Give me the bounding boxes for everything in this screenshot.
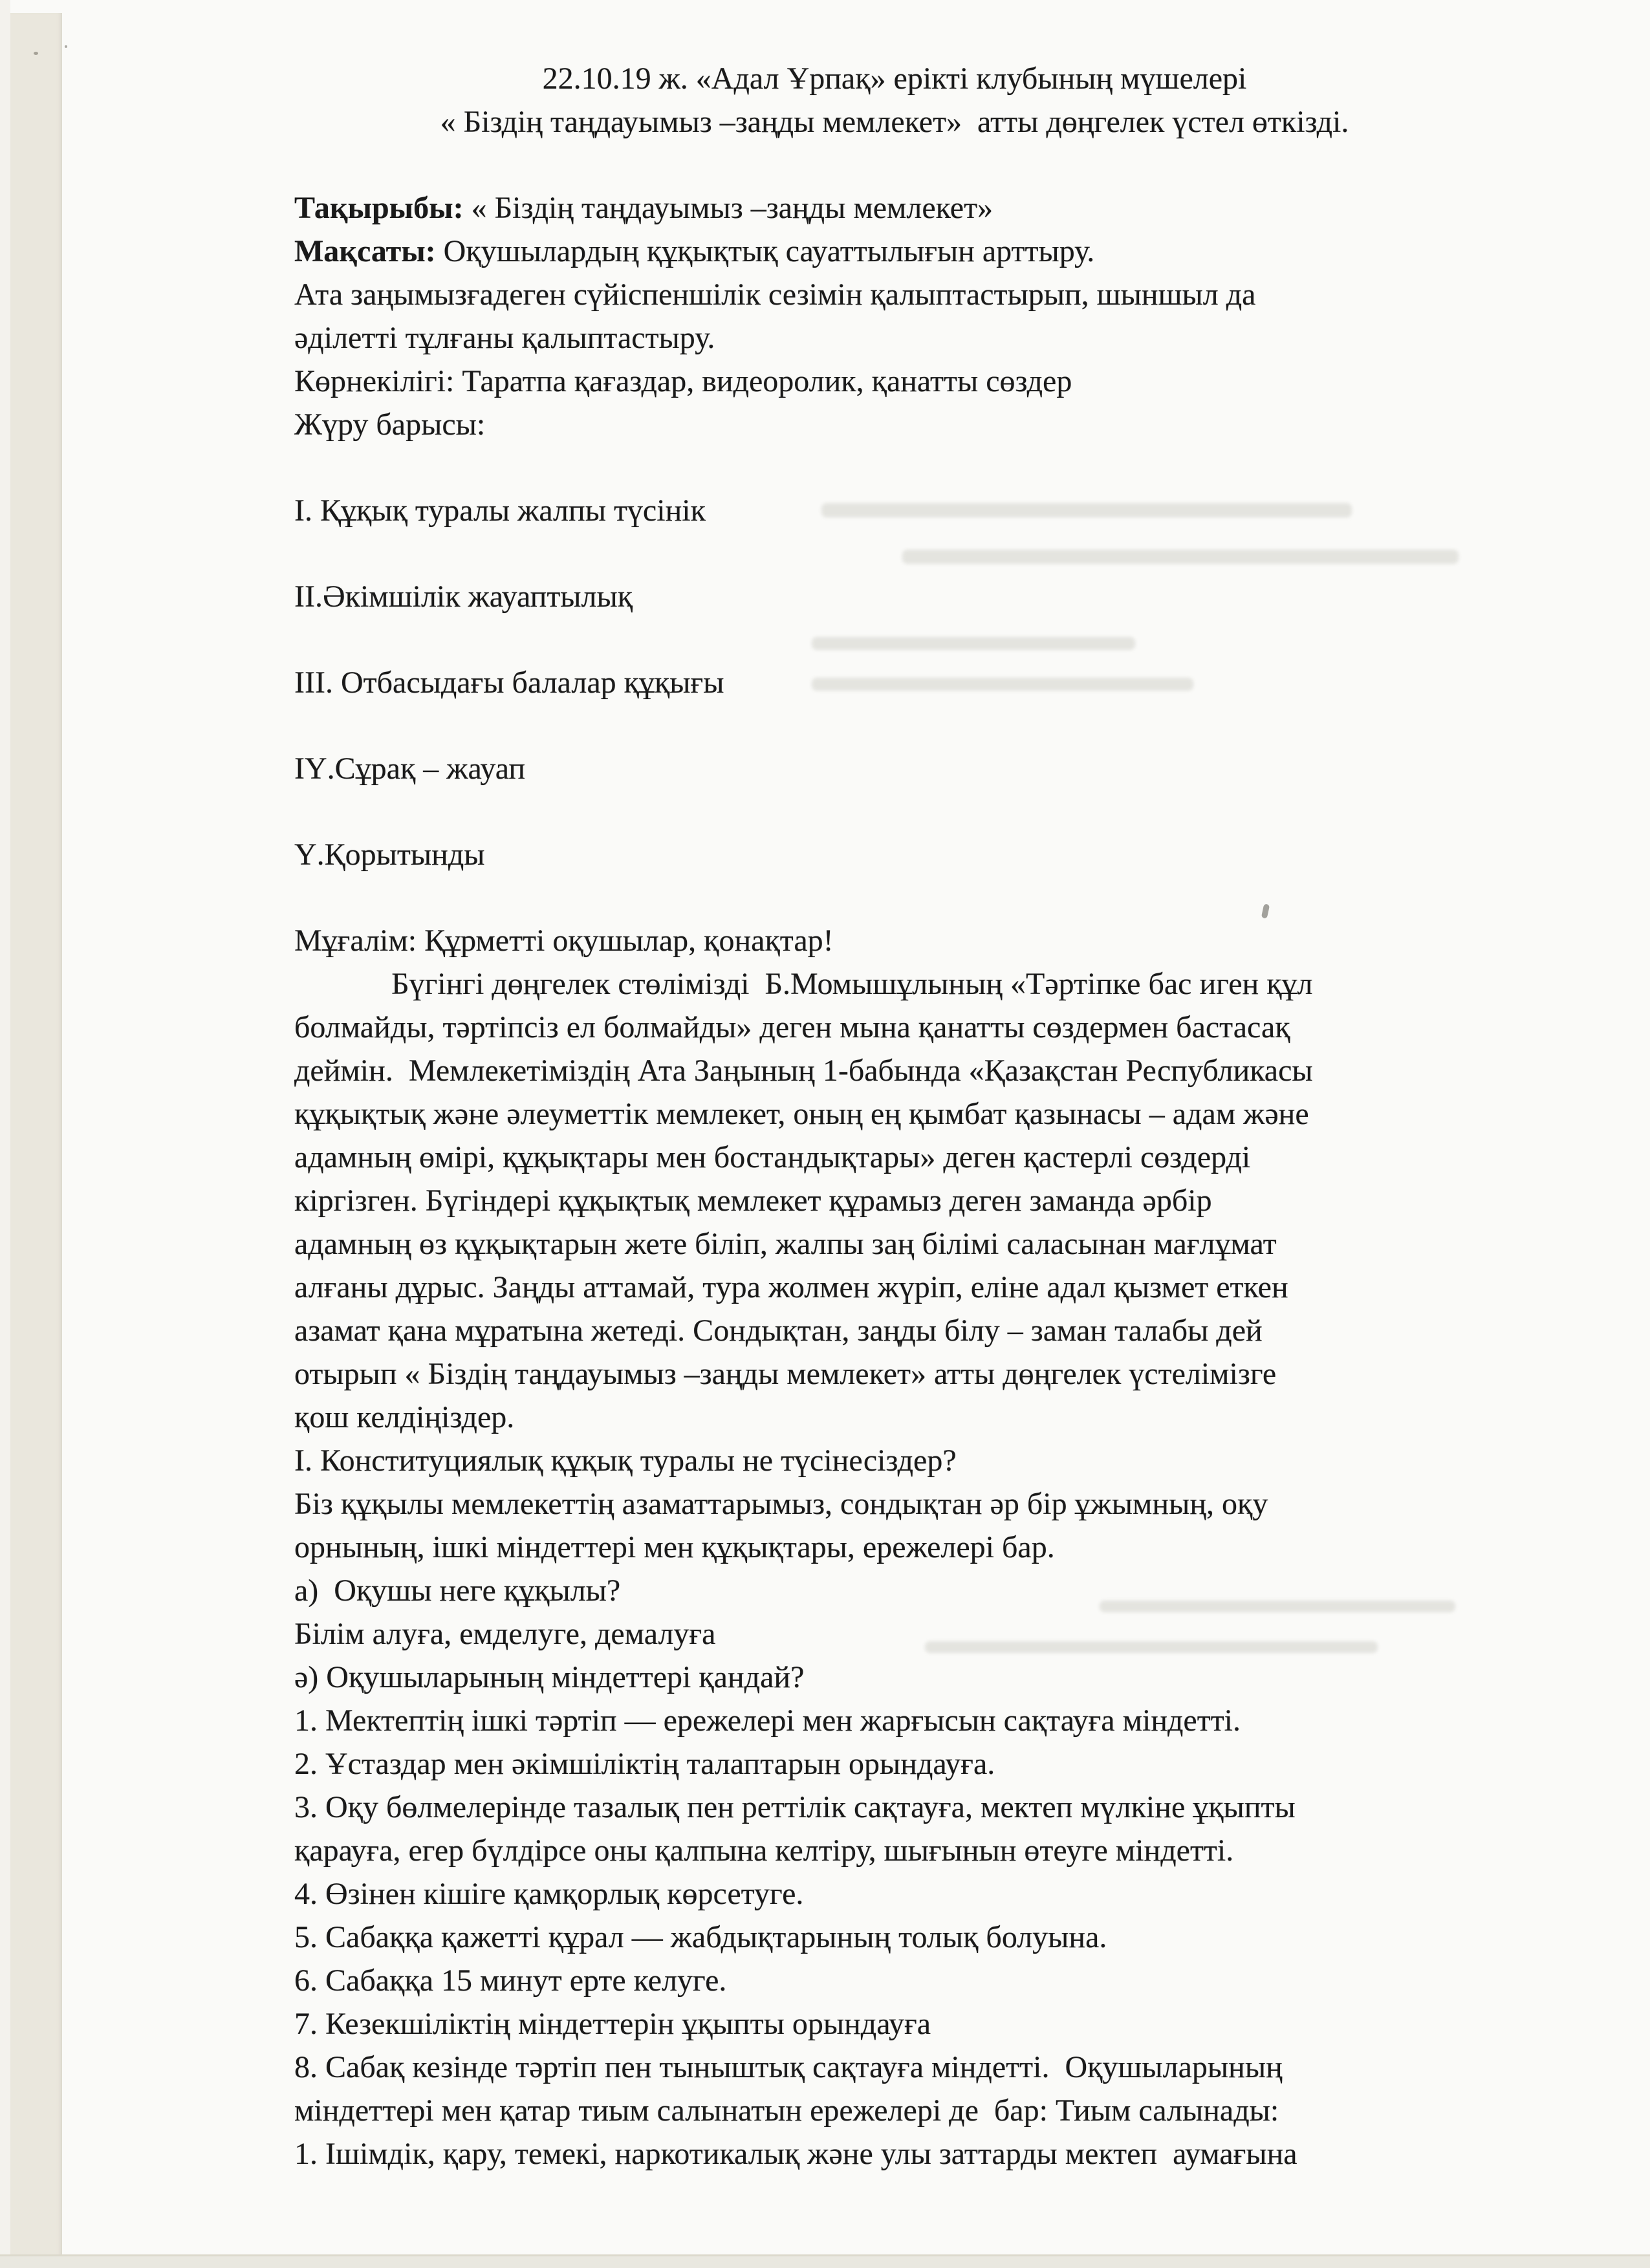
intro-paragraph-line-10: отырып « Біздің таңдауымыз –заңды мемлекет» атты дөңгелек үстелімізге xyxy=(294,1357,1277,1391)
topic-value: « Біздің таңдауымыз –заңды мемлекет» xyxy=(463,191,993,225)
page-left-edge-strip xyxy=(10,13,62,2258)
duty-item-2: 2. Ұстаздар мен әкімшіліктің талаптарын орындауға. xyxy=(294,1747,995,1781)
topic-line xyxy=(294,186,1495,230)
intro-paragraph-line-8: алғаны дұрыс. Заңды аттамай, тура жолмен жүріп, еліне адал қызмет еткен xyxy=(294,1270,1288,1304)
sub-question-b: ә) Оқушыларының міндеттері қандай? xyxy=(294,1660,805,1694)
duty-item-4: 4. Өзінен кішіге қамқорлық көрсетуге. xyxy=(294,1877,804,1911)
intro-paragraph-line-4: құқықтық және әлеуметтік мемлекет, оның ең қымбат қазынасы – адам және xyxy=(294,1097,1309,1131)
duty-item-3-line-1: 3. Оқу бөлмелерінде тазалық пен реттілік сақтауға, мектеп мүлкіне ұқыпты xyxy=(294,1790,1296,1824)
question-1-line: І. Конституциялық құқық туралы не түсінесіздер? xyxy=(294,1443,957,1478)
agenda-item-3: ІІІ. Отбасыдағы балалар құқығы xyxy=(294,665,724,700)
intro-paragraph-line-7: адамның өз құқықтарын жете біліп, жалпы заң білімі саласынан мағлұмат xyxy=(294,1227,1277,1261)
intro-paragraph-line-3: деймін. Мемлекетіміздің Ата Заңының 1-бабында «Қазақстан Республикасы xyxy=(294,1053,1313,1088)
goal-continuation-line-1: Ата заңымызғадеген сүйіспеншілік сезімін қалыптастырып, шыншыл да xyxy=(294,277,1256,312)
duty-item-7: 7. Кезекшіліктің міндеттерін ұқыпты орындауға xyxy=(294,2007,931,2041)
answer-line-1: Біз құқылы мемлекеттің азаматтарымыз, сондықтан әр бір ұжымның, оқу xyxy=(294,1487,1268,1521)
goal-line xyxy=(294,230,1495,273)
document-body xyxy=(294,57,1495,2176)
duty-item-1: 1. Мектептің ішкі тәртіп — ережелері мен жарғысын сақтауға міндетті. xyxy=(294,1703,1241,1738)
goal-value: Оқушылардың құқықтық сауаттылығын арттыру. xyxy=(435,234,1095,268)
answer-a: Білім алуға, емделуге, демалуға xyxy=(294,1617,716,1651)
intro-paragraph-line-1: Бүгінгі дөңгелек стөлімізді Б.Момышұлының «Тәртіпке бас иген құл xyxy=(391,967,1313,1001)
sub-question-a: а) Оқушы неге құқылы? xyxy=(294,1573,621,1608)
scan-speck xyxy=(65,45,67,48)
duty-item-5: 5. Сабаққа қажетті құрал — жабдықтарының толық болуына. xyxy=(294,1920,1107,1954)
duty-item-8-line-2: міндеттері мен қатар тиым салынатын ережелері де бар: Тиым салынады: xyxy=(294,2093,1279,2128)
intro-paragraph-line-6: кіргізген. Бүгіндері құқықтық мемлекет құрамыз деген заманда әрбір xyxy=(294,1183,1212,1218)
agenda-item-1: І. Құқық туралы жалпы түсінік xyxy=(294,493,706,528)
intro-paragraph-line-2: болмайды, тәртіпсіз ел болмайды» деген мына қанатты сөздермен бастасақ xyxy=(294,1010,1290,1044)
agenda-item-2: ІІ.Әкімшілік жауаптылық xyxy=(294,579,633,614)
answer-line-2: орнының, ішкі міндеттері мен құқықтары, ережелері бар. xyxy=(294,1530,1055,1564)
visual-aids-line: Көрнекілігі: Таратпа қағаздар, видеоролик, қанатты сөздер xyxy=(294,364,1072,398)
agenda-item-5: Ү.Қорытынды xyxy=(294,837,485,872)
intro-paragraph-line-9: азамат қана мұратына жетеді. Сондықтан, заңды білу – заман талабы дей xyxy=(294,1313,1263,1348)
doc-title-line-1: 22.10.19 ж. «Адал Ұрпақ» ерікті клубының мүшелері xyxy=(542,61,1247,96)
page-bottom-edge xyxy=(0,2254,1650,2268)
teacher-greeting-line: Мұғалім: Құрметті оқушылар, қонақтар! xyxy=(294,923,834,958)
prohibited-item-1: 1. Ішімдік, қару, темекі, наркотикалық және улы заттарды мектеп аумағына xyxy=(294,2137,1297,2171)
intro-paragraph-line-5: адамның өмірі, құқықтары мен бостандықтары» деген қастерлі сөздерді xyxy=(294,1140,1251,1174)
scan-speck xyxy=(34,52,38,55)
doc-title-line-2: « Біздің таңдауымыз –заңды мемлекет» атты дөңгелек үстел өткізді. xyxy=(440,105,1349,139)
duty-item-3-line-2: қарауға, егер бүлдірсе оны қалпына келтіру, шығынын өтеуге міндетті. xyxy=(294,1833,1234,1868)
procedure-heading: Жүру барысы: xyxy=(294,407,486,442)
goal-label: Мақсаты: xyxy=(294,234,436,268)
duty-item-6: 6. Сабаққа 15 минут ерте келуге. xyxy=(294,1963,727,1998)
scan-left-margin xyxy=(0,0,10,2268)
intro-paragraph-line-11: қош келдіңіздер. xyxy=(294,1400,515,1434)
agenda-item-4: ІҮ.Сұрақ – жауап xyxy=(294,751,526,786)
goal-continuation-line-2: әділетті тұлғаны қалыптастыру. xyxy=(294,321,715,355)
duty-item-8-line-1: 8. Сабақ кезінде тәртіп пен тыныштық сақтауға міндетті. Оқушыларының xyxy=(294,2050,1283,2084)
topic-label: Тақырыбы: xyxy=(294,191,464,225)
